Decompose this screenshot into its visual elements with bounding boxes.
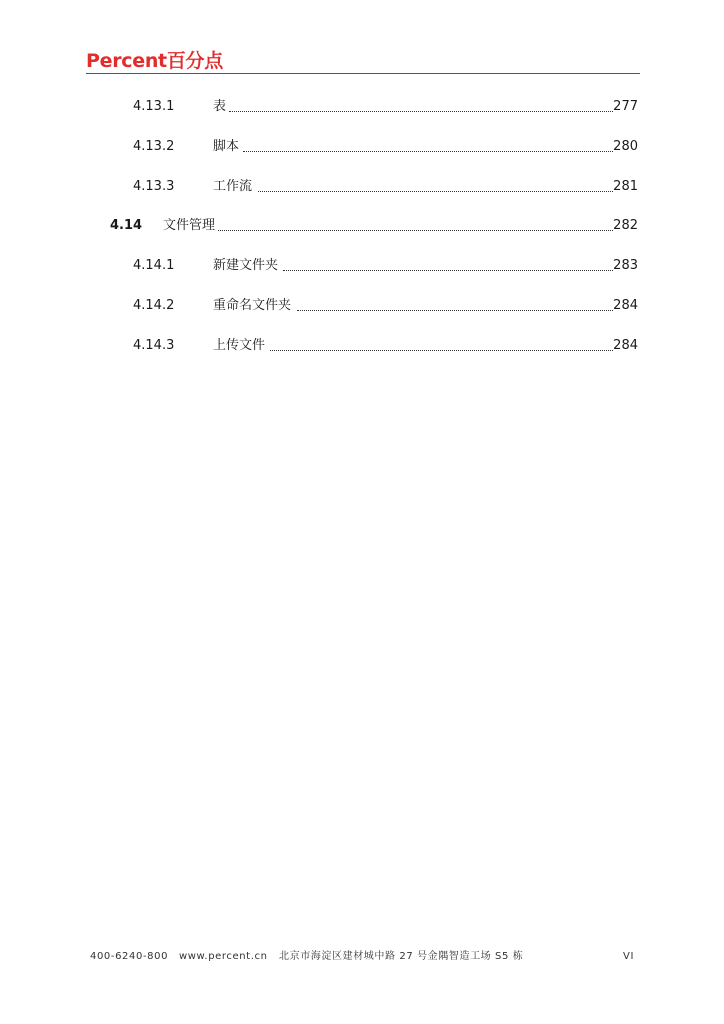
toc-entry-page: 280 <box>613 139 638 154</box>
toc-entry-number: 4.13.2 <box>133 139 175 154</box>
toc-entry-number: 4.14 <box>110 218 143 233</box>
toc-entry-title: 文件管理 <box>163 218 216 233</box>
footer-website[interactable]: www.percent.cn <box>179 951 268 962</box>
toc-entry-page: 283 <box>613 258 638 273</box>
footer-address: 北京市海淀区建材城中路 27 号金隅智造工场 S5 栋 <box>279 951 524 962</box>
toc-entry-page: 284 <box>613 338 638 353</box>
toc-entry-4-13-3[interactable] <box>0 176 724 198</box>
toc-dot-leader <box>243 151 613 152</box>
toc-entry-4-13-1[interactable] <box>0 96 724 118</box>
toc-entry-4-14-2[interactable] <box>0 295 724 317</box>
toc-dot-leader <box>218 230 613 231</box>
toc-entry-page: 281 <box>613 179 638 194</box>
toc-entry-title: 新建文件夹 <box>213 258 279 273</box>
toc-entry-4-14-3[interactable] <box>0 335 724 357</box>
toc-entry-title: 表 <box>213 99 227 114</box>
toc-dot-leader <box>283 270 613 271</box>
page-footer <box>90 948 634 966</box>
toc-dot-leader <box>297 310 613 311</box>
toc-entry-page: 284 <box>613 298 638 313</box>
toc-entry-4-14[interactable] <box>0 215 724 237</box>
toc-entry-page: 282 <box>613 218 638 233</box>
toc-entry-title: 工作流 <box>213 179 253 194</box>
toc-dot-leader <box>229 111 613 112</box>
toc-entry-title: 脚本 <box>213 139 240 154</box>
header-divider <box>86 73 640 74</box>
footer-page-number: VI <box>623 951 634 962</box>
toc-entry-page: 277 <box>613 99 638 114</box>
toc-entry-title: 上传文件 <box>213 338 266 353</box>
toc-entry-number: 4.14.1 <box>133 258 175 273</box>
toc-dot-leader <box>258 191 613 192</box>
toc-dot-leader <box>270 350 613 351</box>
toc-entry-number: 4.13.1 <box>133 99 175 114</box>
footer-phone: 400-6240-800 <box>90 951 169 962</box>
toc-entry-title: 重命名文件夹 <box>213 298 292 313</box>
percent-logo: Percent百分点 <box>86 50 223 72</box>
toc-entry-4-13-2[interactable] <box>0 136 724 158</box>
toc-entry-number: 4.14.2 <box>133 298 175 313</box>
toc-entry-number: 4.14.3 <box>133 338 175 353</box>
page-header <box>86 44 640 76</box>
toc-entry-number: 4.13.3 <box>133 179 175 194</box>
toc-entry-4-14-1[interactable] <box>0 255 724 277</box>
